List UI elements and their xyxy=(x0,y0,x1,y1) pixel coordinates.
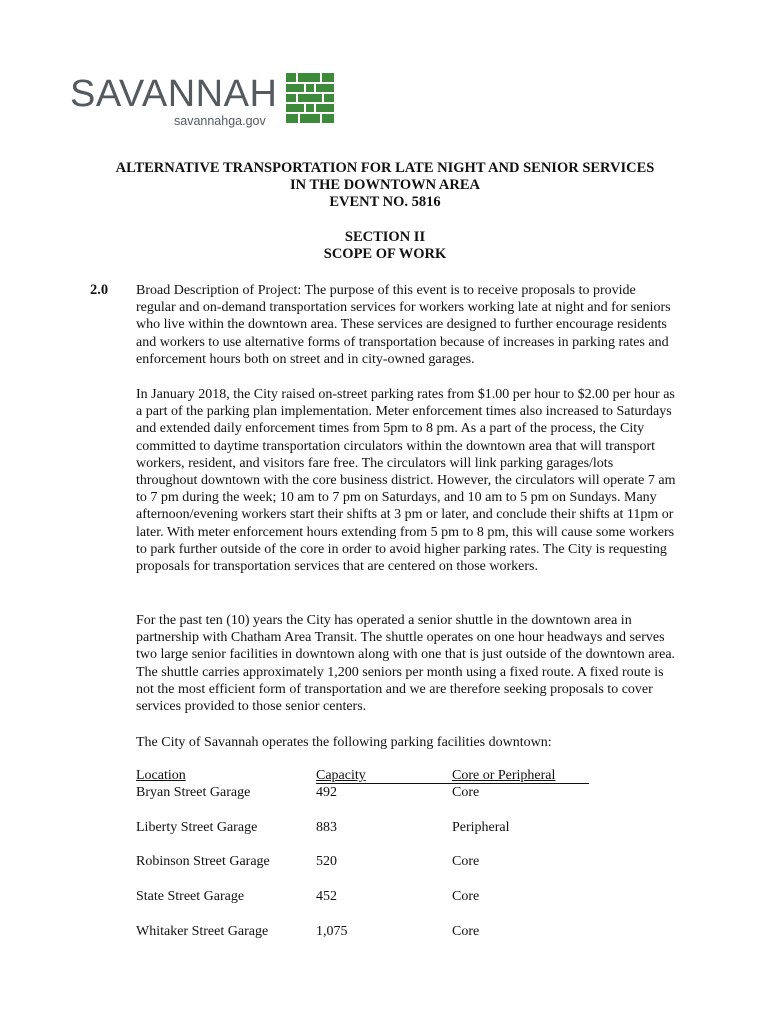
section-label: SECTION II xyxy=(344,229,426,245)
paragraph-parking-rates: In January 2018, the City raised on-street parking rates from $1.00 per hour to $2.00 per hour as a part of the parking plan implementation. Meter enforcement times also increased to Saturdays and extended daily enforcement times from 5pm to 8 pm. As a part of the process, the City committed to daytime transportation circulators within the downtown area that will transport workers, resident, and visitors fare free. The circulators will link parking garages/lots throughout downtown with the core business district. However, the circulators will operate 7 am to 7 pm during the week; 10 am to 7 pm on Saturdays, and 10 am to 5 pm on Sundays. Many afternoon/evening workers start their shifts at 3 pm or later, and conclude their shifts at 11pm or later. With meter enforcement hours extending from 5 pm to 8 pm, this will cause some workers to park further outside of the core in order to avoid higher parking rates. The City is requesting proposals for transportation services that are centered on those workers. xyxy=(136,387,676,575)
cell-type: Core xyxy=(452,785,480,800)
document-title-line1: ALTERNATIVE TRANSPORTATION FOR LATE NIGHT AND SENIOR SERVICES xyxy=(115,160,655,176)
paragraph-facilities-intro: The City of Savannah operates the following parking facilities downtown: xyxy=(136,735,552,750)
cell-capacity: 452 xyxy=(316,889,337,904)
cell-capacity: 520 xyxy=(316,854,337,869)
logo-url: savannahga.gov xyxy=(174,114,266,128)
logo-wordmark: SAVANNAH xyxy=(70,73,278,115)
cell-location: Bryan Street Garage xyxy=(136,785,251,800)
header-location: Location xyxy=(136,768,186,783)
cell-location: Robinson Street Garage xyxy=(136,854,270,869)
cell-capacity: 492 xyxy=(316,785,337,800)
cell-type: Core xyxy=(452,854,480,869)
section-title: SCOPE OF WORK xyxy=(323,246,447,262)
cell-location: Whitaker Street Garage xyxy=(136,924,269,939)
savannah-logo xyxy=(70,72,340,132)
table-row xyxy=(136,889,596,907)
paragraph-senior-shuttle: For the past ten (10) years the City has operated a senior shuttle in the downtown area in partnership with Chatham Area Transit. The shuttle operates on one hour headways and serves two large senior facilities in downtown along with one that is just outside of the downtown area. The shuttle carries approximately 1,200 seniors per month using a fixed route. A fixed route is not the most efficient form of transportation and we are therefore seeking proposals to cover services provided to those senior centers. xyxy=(136,613,676,715)
table-row xyxy=(136,785,596,803)
cell-type: Peripheral xyxy=(452,820,510,835)
table-header xyxy=(136,768,596,786)
table-row xyxy=(136,854,596,872)
header-underline xyxy=(316,783,589,784)
cell-location: State Street Garage xyxy=(136,889,245,904)
document-title-line2: IN THE DOWNTOWN AREA xyxy=(289,177,480,193)
section-number: 2.0 xyxy=(90,282,109,298)
table-row xyxy=(136,924,596,942)
event-number: EVENT NO. 5816 xyxy=(329,194,441,210)
cell-location: Liberty Street Garage xyxy=(136,820,258,835)
header-capacity: Capacity xyxy=(316,768,366,783)
savannah-squares-icon xyxy=(286,73,334,123)
paragraph-description: Broad Description of Project: The purpose of this event is to receive proposals to provide regular and on-demand transportation services for workers working late at night and for seniors who live within the downtown area. These services are designed to further encourage residents and workers to use alternative forms of transportation because of increases in parking rates and enforcement hours both on street and in city-owned garages. xyxy=(136,283,671,367)
cell-capacity: 1,075 xyxy=(316,924,348,939)
cell-type: Core xyxy=(452,889,480,904)
cell-type: Core xyxy=(452,924,480,939)
header-core-peripheral: Core or Peripheral xyxy=(452,768,556,783)
cell-capacity: 883 xyxy=(316,820,337,835)
table-row xyxy=(136,820,596,838)
